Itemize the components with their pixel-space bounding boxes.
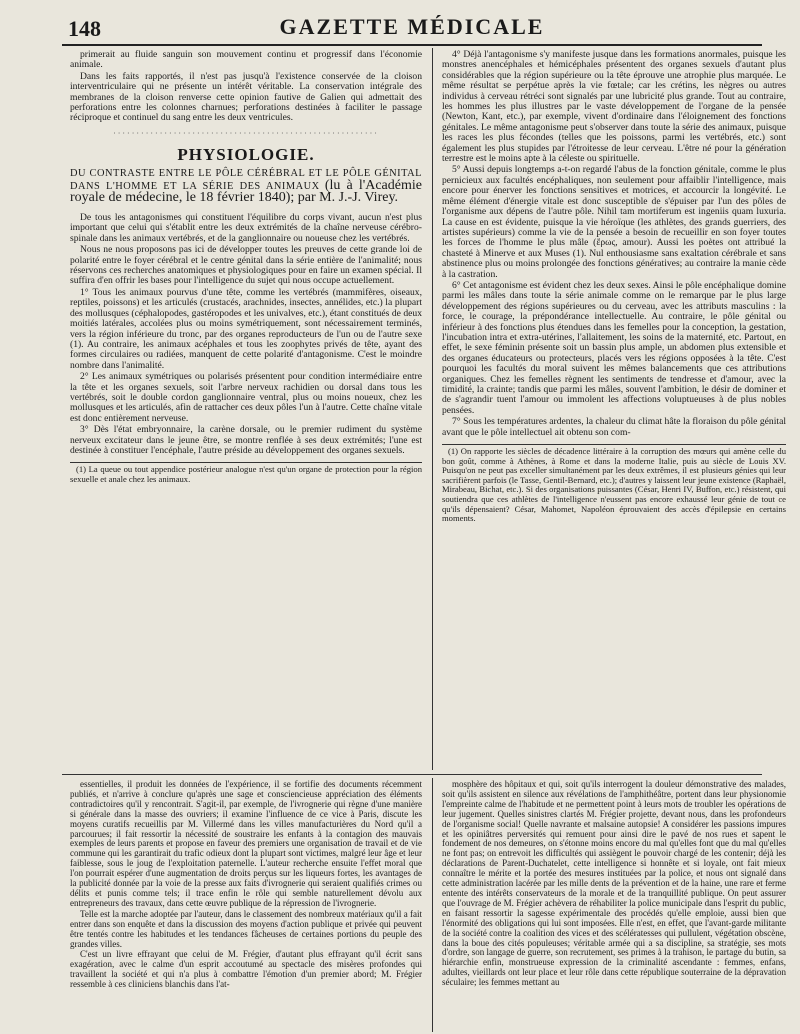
paragraph: essentielles, il produit les données de l'expérience, il se fortifie des documents récemment publiés, et n'arrive à conclure qu'après une sage et consciencieuse appréciation des éléments contradictoires qu'il y rencontrait. S'agit-il, par exemple, de l'ivrognerie qui règne d'une manière si générale dans la masse des ouvriers; il examine l'influence de ce vice à Paris, discute les moyens curatifs recueillis par M. Villermé dans les villes manufacturières du Nord qu'il a parcourues; il fait ressortir la nécessité de soustraire les enfants à la contagion des mauvais exemples de leurs parents et propose en faveur des premiers une organisation de travail et de vie commune qui les garantirait du trafic odieux dont la plupart sont victimes, malgré leur âge et leur faiblesse, sous le joug de l'exploitation paternelle. L'auteur recherche ensuite l'effet moral que l'on pourrait espérer d'une augmentation de droits perçus sur les liqueurs fortes, les avantages de la publicité donnée par la voie de la presse aux faits d'ivrognerie qui seraient qualifiés crimes ou délits et punis comme tels; il trace enfin le rôle qui semble naturellement dévolu aux entrepreneurs des travaux, dans cette œuvre publique de la répression de l'ivrognerie. [70,780,422,908]
footnote-text: (1) La queue ou tout appendice postérieur analogue n'est qu'un organe de protection pour la région sexuelle et anale chez les animaux. [70,464,422,484]
article-heading: DU CONTRASTE ENTRE LE PÔLE CÉRÉBRAL ET LE PÔLE GÉNITAL DANS L'HOMME ET LA SÉRIE DES ANIMAUX [70,168,422,192]
paragraph: 4° Déjà l'antagonisme s'y manifeste jusque dans les formations anormales, puisque les monstres anencéphales et hémicéphales présentent des organes sexuels d'autant plus considérables que la région supérieure ou la tête éprouve une atrophie plus marquée. Le même résultat se perpétue après la vie fœtale; car les crétins, les nègres ou autres individus à cerveau rétréci sont signalés par une lubricité plus grande. Tout au contraire, les hommes les plus illustres par le vaste développement de l'organe de la pensée (Newton, Kant, etc.), par exemple, vivent d'ordinaire dans l'éloignement des fonctions génitales. Le même antagonisme peut s'observer dans toute la série des animaux, puisque les races les plus fécondes (telles que les poissons, parmi les vertébrés, etc.) sont également les plus stupides par l'étroitesse de leur cerveau. L'être né pour la génération terrestre est le moins apte à la céleste ou spirituelle. [442,50,786,165]
footnote [442,444,786,524]
upper-left-column [70,50,422,768]
paragraph: 1° Tous les animaux pourvus d'une tête, comme les vertébrés (mammifères, oiseaux, reptiles, poissons) et les articulés (crustacés, arachnides, insectes, annélides, etc.) la plupart des mollusques (céphalopodes, gastéropodes et les univalves, etc.), étant constitués de deux moitiés latérales, accolées plus ou moins symétriquement, sont nécessairement terminés, vers la région inférieure du tronc, par des organes reproducteurs de l'un ou de l'autre sexe (1). Au contraire, les animaux acéphales et tous les zoophytes privés de tête, ayant des formes circulaires ou radiées, manquent de cette polarité d'antagonisme. C'est le moindre nombre dans l'animalité. [70,286,422,371]
page-header [62,10,762,44]
paragraph: 5° Aussi depuis longtemps a-t-on regardé l'abus de la fonction génitale, comme le plus pernicieux aux facultés encéphaliques, non seulement pour affaiblir l'intelligence, mais encore pour énerver les fonctions sensitives et motrices, et accourcir la longévité. Le même élément d'énergie vitale est donc susceptible de s'épuiser par l'un des pôles de l'organisme aux dépens de l'autre pôle. Nihil tam mortiferum est ingeniis quam luxuria. La cause en est évidente, puisque la vie héroïque (les athlètes, des grands guerriers, des artistes supérieurs) comme la vie de la pensée a besoin de recueillir en son foyer toutes les forces de l'homme le plus mâle (ἔρως, amour). Aussi les poètes ont attribué la chasteté à Minerve et aux Muses (1). Nul enthousiasme sans exaltation cérébrale et sans abstinence plus ou moins prolongée des fonctions génératives; au contraire la manie cède à la castration. [442,164,786,280]
header-rule [62,44,762,46]
paragraph: 6° Cet antagonisme est évident chez les deux sexes. Ainsi le pôle encéphalique domine parmi les mâles dans toute la série animale comme on le remarque par le plus large développement des régions supérieures ou du cerveau, avec les attributs masculins : la force, le courage, la prépondérance intellectuelle. Au contraire, le pôle génital ou inférieur à des fonctions plus étendues dans les femelles pour la conception, la gestation, l'incubation intra et extra-utérines, l'allaitement, les soins de la maternité, etc. Partout, en effet, le sexe féminin présente soit un bassin plus ample, un abdomen plus extensible et des organes éducateurs ou protecteurs, placés vers les régions opposées à la tête. C'est pourquoi les facultés du moral suivent les mêmes balancements que ces attributions organiques. Chez les femelles règnent les sentiments de tendresse et d'amour, avec la timidité, la crainte; tandis que parmi les mâles, souvent l'ambition, le désir de dominer et de s'agrandir tuent l'amour ou immolent les affections voluptueuses à de plus nobles pensées. [442,279,786,416]
paragraph: Telle est la marche adoptée par l'auteur, dans le classement des nombreux matériaux qu'il a fait entrer dans son enquête et dans la discussion des moyens d'action publique et privée qui peuvent être tentés contre les habitudes et les tendances fâcheuses de certaines portions du peuple des grandes villes. [70,908,422,949]
paragraph: De tous les antagonismes qui constituent l'équilibre du corps vivant, aucun n'est plus important que celui qui s'établit entre les deux extrémités de la chaîne nerveuse cérébro-spinale dans les animaux vertébrés, et de la ganglionnaire ou noueuse chez les vertébrés. [70,212,422,244]
paragraph: mosphère des hôpitaux et qui, soit qu'ils interrogent la douleur démonstrative des malades, soit qu'ils assistent en silence aux révélations de l'amphithéâtre, portent dans leur physionomie l'empreinte calme de l'habitude et ne permettent point à leurs mots de troubler les opérations de leur jugement. Quelles sinistres clartés M. Frégier projette, devant nous, dans les profondeurs de l'organisme social! Quelle navrante et malsaine autopsie! A considérer les passions impures et les opiniâtres perversités qui remuent pour ainsi dire le pavé de nos rues et sapent le fondement de nos demeures, on s'étonne moins encore du mal qu'elles font que du mal qu'elles ne font pas; on entrevoit les difficultés qui assiègent le pouvoir chargé de les contenir; déjà les déclarations de Parent-Duchatelet, cette intelligence si honnête et si loyale, ont fait mieux connaître le mérite et la portée des mesures instituées par la police, et nous ont signalé dans cette administration lacérée par les mille dents de la prévention et de la haine, une rare et ferme entente des intérêts conservateurs de la morale et de la tranquillité publique. On peut assurer que l'ouvrage de M. Frégier achèvera de réhabiliter la police municipale dans l'esprit du public, en faisant ressortir la sagesse expérimentale des procédés qu'elle emploie, aussi bien que l'énormité des obligations qui lui sont imposées. Elle n'est, en effet, que l'avant-garde militante de la société contre la coalition des vices et des scélératesses qui pullulent, végétation obscène, dans la boue des cités populeuses; véritable armée qui a sa discipline, sa stratégie, ses mots d'ordre, son langage de guerre, son recrutement, ses primes à la trahison, le partage du butin, sa hiérarchie enfin, monstrueuse expression de la criminalité ascendante : femmes, enfans, adultes, vieillards ont leur place et leur rôle dans cette république souterraine de la dépravation séculaire; les femmes mettant au [442,780,786,988]
article-title [70,168,422,205]
column-rule [432,48,433,770]
paragraph: 3° Dès l'état embryonnaire, la carène dorsale, ou le premier rudiment du système nerveux excitateur dans le jeune être, se montre renflée à ses deux extrémités; l'une est destinée à constituer l'encéphale, l'autre préside au développement des organes sexuels. [70,424,422,456]
paragraph: Dans les faits rapportés, il n'est pas jusqu'à l'existence conservée de la cloison interventriculaire qui ne présente un intérêt véritable. La conservation intégrale des membranes de la cloison renverse cette opinion fautive de Galien qui admettait des perforations entre les colonnes charnues; perforations destinées à faciliter le passage réciproque et continuel du sang entre les deux ventricules. [70,70,422,124]
page-number: 148 [68,16,101,41]
column-rule [432,778,433,1032]
footnote [70,462,422,484]
article-subtitle: (lu à l'Académie royale de médecine, le 18 février 1840); par M. J.-J. Virey. [70,177,422,206]
section-title: PHYSIOLOGIE. [177,144,315,164]
paragraph: C'est un livre effrayant que celui de M. Frégier, d'autant plus effrayant qu'il écrit sans exagération, avec le calme d'un esprit accoutumé au spectacle des misères profondes qui travaillent la société et qui n'a plus à combattre l'émotion d'un premier abord; M. Frégier ressemble à ces cliniciens blanchis dans l'at- [70,949,422,990]
upper-right-column [442,50,786,768]
journal-title: GAZETTE MÉDICALE [279,14,545,39]
paragraph: Nous ne nous proposons pas ici de développer toutes les preuves de cette grande loi de polarité entre le foyer cérébral et le centre génital dans la série entière de l'animalité; nous réservons ces recherches anatomiques et physiologiques pour en faire un examen spécial. Il suffira d'en offrir les bases pour l'intelligence du sujet qui nous occupe actuellement. [70,244,422,287]
paragraph: 2° Les animaux symétriques ou polarisés présentent pour condition intermédiaire entre la tête et les organes sexuels, soit l'arbre nerveux rachidien ou dorsal dans tous les vertébrés, soit le double cordon ganglionnaire ventral, plus ou moins noueux, chez les mollusques et les articulés, afin de rattacher ces deux pôles l'un à l'autre. Cette chaîne vitale est donc entièrement nerveuse. [70,371,422,424]
paragraph: 7° Sous les températures ardentes, la chaleur du climat hâte la floraison du pôle génital avant que le pôle intellectuel ait obtenu son com- [442,416,786,438]
footnote-text: (1) On rapporte les siècles de décadence littéraire à la corruption des mœurs qui amène celle du bon goût, comme à Athènes, à Rome et dans la moderne Italie, puis au siècle de Louis XV. Puisqu'on ne peut pas exceller simultanément par les deux extrêmes, il est plusieurs génies qui leur sacrifièrent parfois (le Tasse, Gentil-Bernard, etc.); d'autres y laissent leur jeune existence (Raphaël, Mirabeau, Bichat, etc.). Si des organisations puissantes (César, Henri IV, Buffon, etc.) résistent, qui soutiendra que ces athlètes de l'intelligence n'eussent pas encore exhaussé leur génie de tout ce qu'ils dépensaient? César, Mahomet, Napoléon éprouvaient des accès d'épilepsie en certains moments. [442,446,786,524]
lower-right-column [442,780,786,1030]
paragraph: primerait au fluide sanguin son mouvement continu et progressif dans l'économie animale. [70,50,422,71]
section-divider: ························································· [113,128,379,138]
horizontal-divider [62,774,762,775]
lower-left-column [70,780,422,1030]
